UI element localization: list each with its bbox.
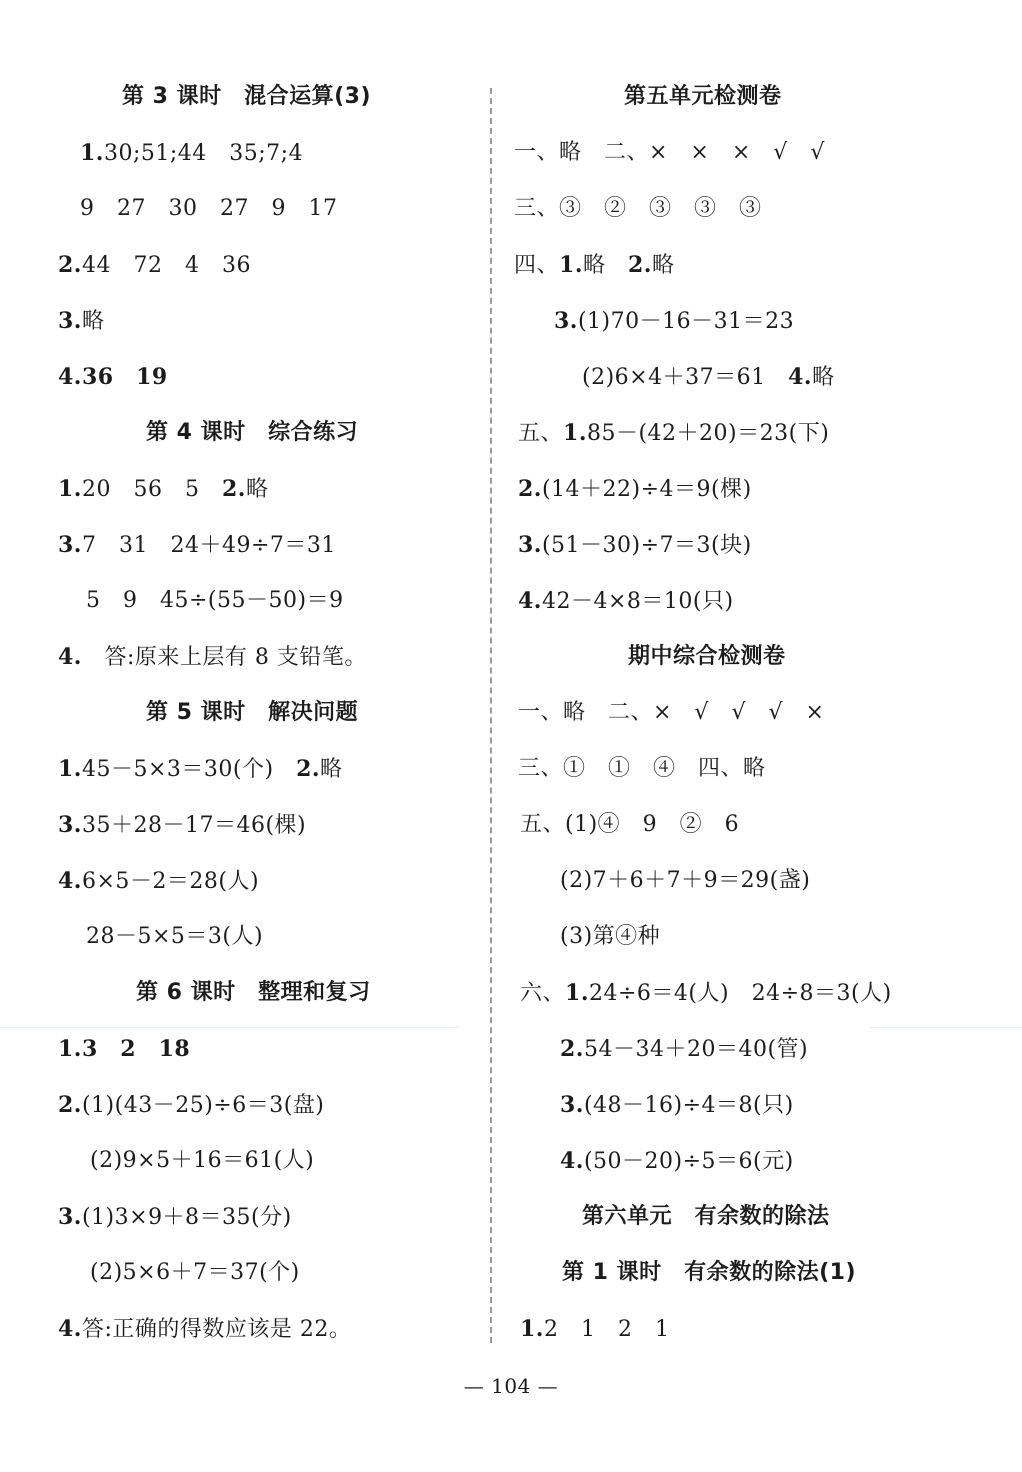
scan-rule-left [0, 1027, 460, 1028]
section-heading [582, 1202, 830, 1232]
section-heading [146, 418, 358, 448]
item-number: 2. [58, 1092, 82, 1118]
section-heading [628, 642, 786, 672]
answer-line [90, 1146, 314, 1176]
answer-text: 9 27 30 27 9 17 [80, 196, 338, 221]
item-number: 3. [58, 1204, 82, 1230]
answer-text: (2)9×5＋16＝61(人) [90, 1148, 315, 1173]
item-number: 1. [520, 1316, 544, 1342]
heading-text: 第五单元检测卷 [624, 84, 782, 109]
heading-text: 期中综合检测卷 [628, 644, 786, 669]
answer-text: 30;51;44 35;7;4 [103, 141, 304, 166]
answer-text: 54－34＋20＝40(管) [583, 1037, 809, 1062]
heading-text: 第六单元 有余数的除法 [582, 1204, 830, 1229]
answer-line [518, 698, 824, 728]
heading-text: 第 6 课时 整理和复习 [136, 980, 371, 1005]
answer-text: 答:正确的得数应该是 22。 [81, 1317, 352, 1342]
answer-text: (1)(43－25)÷6＝3(盘) [81, 1093, 325, 1118]
answer-text: 略 [812, 365, 835, 390]
answer-text: 四、 [514, 253, 560, 278]
answer-line [80, 138, 303, 169]
answer-line [80, 194, 337, 224]
item-number: 2. [58, 252, 82, 278]
answer-line [518, 418, 829, 449]
item-number: 3. [554, 308, 578, 334]
answer-text: 42－4×8＝10(只) [541, 589, 734, 614]
answer-text: (1)3×9＋8＝35(分) [81, 1205, 292, 1230]
answer-line [58, 754, 343, 785]
answer-line [58, 1090, 324, 1121]
answer-text: 44 72 4 36 [81, 253, 251, 278]
heading-text: 第 4 课时 综合练习 [146, 420, 359, 445]
answer-text: 6×5－2＝28(人) [81, 869, 260, 894]
answer-text: (50－20)÷5＝6(元) [583, 1149, 794, 1174]
answer-text: 35＋28－17＝46(棵) [81, 813, 307, 838]
answer-line [58, 810, 306, 841]
item-number: 1. [80, 140, 104, 166]
answer-line [518, 754, 766, 784]
item-number: 1. [565, 980, 589, 1006]
item-number: 4. [560, 1148, 584, 1174]
item-number: 1. [58, 756, 82, 782]
scan-rule-right [870, 1027, 1022, 1028]
item-number: 4. [58, 364, 82, 390]
answer-line [58, 1034, 190, 1065]
answer-line [560, 922, 660, 952]
answer-text: (48－16)÷4＝8(只) [583, 1093, 794, 1118]
item-number: 2. [518, 476, 542, 502]
answer-line [58, 1202, 292, 1233]
answer-text: (3)第④种 [560, 924, 661, 949]
item-number: 4. [58, 868, 82, 894]
section-heading [136, 978, 371, 1008]
answer-text: 五、 [518, 421, 564, 446]
item-number: 3. [58, 308, 82, 334]
answer-text: 一、略 二、× √ √ √ × [518, 700, 825, 725]
item-number: 1. [563, 420, 587, 446]
heading-text: 第 1 课时 有余数的除法(1) [562, 1260, 857, 1285]
section-heading [562, 1258, 856, 1288]
item-number: 1. [58, 476, 82, 502]
answer-text: 三、① ① ④ 四、略 [518, 756, 766, 781]
answer-text: (2)7＋6＋7＋9＝29(盏) [560, 868, 811, 893]
answer-text: 2 1 2 1 [543, 1317, 670, 1342]
section-heading [624, 82, 782, 112]
answer-text: 5 9 45÷(55－50)＝9 [86, 588, 344, 613]
item-number: 3 2 18 [81, 1036, 191, 1062]
heading-text: 第 5 课时 解决问题 [146, 700, 359, 725]
answer-text: 略 [582, 253, 628, 278]
answer-line [58, 250, 251, 281]
answer-line [518, 530, 752, 561]
answer-text: 略 [651, 253, 675, 278]
answer-line [518, 474, 752, 505]
item-number: 3. [560, 1092, 584, 1118]
item-number: 4. [58, 644, 82, 670]
answer-text: 45－5×3＝30(个) [81, 757, 297, 782]
heading-text: 第 3 课时 混合运算(3) [122, 84, 372, 109]
answer-line [86, 586, 344, 616]
item-number: 4. [58, 1316, 82, 1342]
answer-line [86, 922, 263, 952]
item-number: 4. [788, 364, 813, 390]
answer-line [514, 194, 762, 224]
item-number: 3. [58, 812, 82, 838]
item-number: 3. [518, 532, 542, 558]
answer-text: 略 [81, 309, 105, 334]
item-number: 36 19 [81, 364, 168, 390]
answer-line [560, 1090, 794, 1121]
answer-line [554, 306, 794, 337]
answer-line [58, 530, 336, 561]
answer-text: (2)6×4＋37＝61 [582, 365, 789, 390]
item-number: 2. [560, 1036, 584, 1062]
answer-line [58, 362, 168, 393]
answer-text: 一、略 二、× × × √ √ [514, 140, 825, 165]
answer-text: 28－5×5＝3(人) [86, 924, 264, 949]
item-number: 3. [58, 532, 82, 558]
answer-text: 略 [320, 757, 343, 782]
section-heading [146, 698, 358, 728]
answer-text: 五、(1)④ 9 ② 6 [520, 812, 740, 837]
item-number: 1. [58, 1036, 82, 1062]
answer-line [58, 642, 367, 673]
answer-text: 20 56 5 [81, 477, 222, 502]
answer-line [58, 1314, 351, 1345]
answer-line [520, 810, 739, 840]
answer-text: 24÷6＝4(人) 24÷8＝3(人) [588, 981, 892, 1006]
answer-line [58, 474, 268, 505]
answer-line [90, 1258, 300, 1288]
answer-line [520, 978, 892, 1009]
answer-line [520, 1314, 669, 1345]
item-number: 4. [518, 588, 542, 614]
answer-line [560, 1146, 794, 1177]
answer-line [58, 306, 104, 337]
answer-line [514, 138, 825, 168]
page-number: — 104 — [463, 1374, 559, 1398]
column-divider [490, 88, 492, 1343]
answer-text: 85－(42＋20)＝23(下) [586, 421, 830, 446]
answer-line [560, 866, 810, 896]
answer-text: 三、③ ② ③ ③ ③ [514, 196, 762, 221]
answer-text: (2)5×6＋7＝37(个) [90, 1260, 300, 1285]
answer-text: 略 [245, 477, 269, 502]
answer-text: 六、 [520, 981, 566, 1006]
answer-text: 7 31 24＋49÷7＝31 [81, 533, 336, 558]
answer-line [514, 250, 674, 281]
answer-text: (51－30)÷7＝3(块) [541, 533, 752, 558]
item-number: 2. [296, 756, 321, 782]
item-number: 2. [628, 252, 652, 278]
answer-line [58, 866, 259, 897]
answer-line [518, 586, 734, 617]
answer-line [582, 362, 835, 393]
item-number: 1. [559, 252, 583, 278]
item-number: 2. [221, 476, 246, 502]
answer-text: (14＋22)÷4＝9(棵) [541, 477, 752, 502]
section-heading [122, 82, 371, 112]
answer-line [560, 1034, 808, 1065]
answer-text: 答:原来上层有 8 支铅笔。 [81, 645, 367, 670]
answer-text: (1)70－16－31＝23 [577, 309, 795, 334]
